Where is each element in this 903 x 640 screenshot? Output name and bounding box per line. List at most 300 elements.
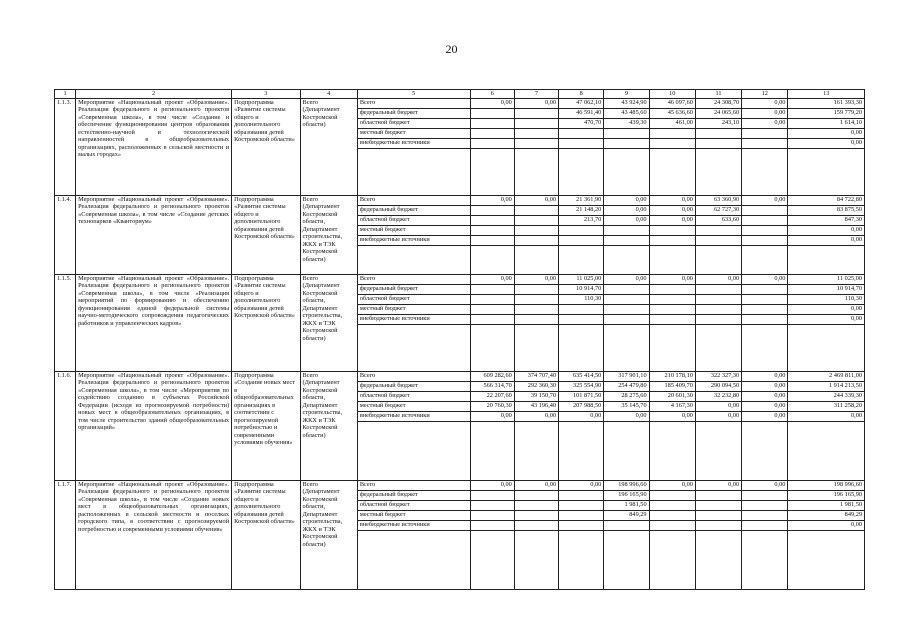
funding-value: 633,60 [695,215,741,225]
funding-value: 0,00 [559,480,604,490]
empty-cell [649,324,695,371]
empty-cell [788,245,865,274]
funding-value: 325 554,90 [559,381,604,391]
funding-value: 0,00 [742,391,788,401]
empty-cell [604,530,649,589]
empty-cell [559,245,604,274]
column-header: 5 [357,90,470,99]
funding-source: областной бюджет [357,391,470,401]
funding-value [604,304,649,314]
funding-value [514,108,558,118]
column-header: 4 [300,90,357,99]
funding-value: 210 178,10 [649,371,695,381]
funding-value: 196 165,90 [604,490,649,500]
funding-value [649,294,695,304]
empty-cell [604,324,649,371]
item-number: 1.1.5. [55,274,76,371]
funding-value [695,138,741,148]
funding-value [470,225,514,235]
funding-value: 63 360,90 [695,195,741,205]
funding-value [649,510,695,520]
funding-value: 322 327,30 [695,371,741,381]
funding-value: 0,00 [604,195,649,205]
funding-source: Всего [357,274,470,284]
funding-source: Всего [357,98,470,108]
funding-value: 0,00 [788,138,865,148]
empty-cell [649,421,695,480]
funding-value: 0,00 [742,371,788,381]
funding-value: 0,00 [788,411,865,421]
funding-value [514,138,558,148]
funding-value: 1 614,10 [788,118,865,128]
empty-cell [357,530,470,589]
funding-value: 207 988,50 [559,401,604,411]
funding-value: 317 901,10 [604,371,649,381]
table-body [55,90,865,590]
empty-cell [604,148,649,195]
funding-value: 0,00 [788,128,865,138]
empty-cell [604,421,649,480]
funding-value [514,205,558,215]
measure-description: Мероприятие «Национальный проект «Образование». Реализация федерального и регионального проектов «Современная школа», в том числе «Мероприятия по содействию созданию в субъектах Российской Федерации (исходя из прогнозируемой потребности) новых мест в общеобразовательных организациях, в том числе строительство зданий общеобразовательных организаций» [76,371,232,480]
measure-description: Мероприятие «Национальный проект «Образование». Реализация федерального и регионального проектов «Современная школа», в том числе «Создание и обеспечение функционирования центров образования естественно-научной и технологической направленностей в общеобразовательных организациях, расположенных в сельской местности и малых городах» [76,98,232,195]
empty-cell [357,421,470,480]
funding-value [470,235,514,245]
funding-value: 46 591,40 [559,108,604,118]
funding-value [559,520,604,530]
empty-cell [788,324,865,371]
funding-value: 0,00 [604,274,649,284]
funding-value: 24 065,60 [695,108,741,118]
funding-value [742,520,788,530]
funding-value [514,225,558,235]
funding-value: 0,00 [649,215,695,225]
funding-value: 110,30 [559,294,604,304]
funding-value [649,128,695,138]
column-header: 2 [76,90,232,99]
funding-value: 0,00 [788,235,865,245]
empty-cell [742,421,788,480]
funding-source: местный бюджет [357,510,470,520]
funding-value: 0,00 [788,314,865,324]
funding-value [742,205,788,215]
empty-cell [695,421,741,480]
empty-cell [559,421,604,480]
empty-cell [559,530,604,589]
funding-value: 0,00 [788,304,865,314]
funding-value [514,304,558,314]
funding-source: Всего [357,371,470,381]
empty-cell [357,148,470,195]
funding-value: 28 275,60 [604,391,649,401]
empty-cell [470,245,514,274]
funding-value [649,520,695,530]
empty-cell [788,530,865,589]
funding-value [470,138,514,148]
funding-value: 0,00 [514,411,558,421]
funding-value: 45 636,60 [649,108,695,118]
table-row [55,195,865,205]
funding-value [559,225,604,235]
column-header: 12 [742,90,788,99]
funding-value: 461,00 [649,118,695,128]
funding-source: внебюджетные источники [357,411,470,421]
funding-value: 0,00 [470,98,514,108]
funding-value [695,128,741,138]
funding-value: 35 145,70 [604,401,649,411]
executor-name: Всего (Департамент Костромской области) [300,98,357,195]
funding-value [559,304,604,314]
funding-value [649,500,695,510]
funding-value [514,118,558,128]
funding-value [470,304,514,314]
empty-cell [695,530,741,589]
empty-cell [742,245,788,274]
funding-value [470,510,514,520]
funding-value [649,235,695,245]
funding-value: 566 314,70 [470,381,514,391]
table-row [55,274,865,284]
funding-value: 0,00 [742,108,788,118]
empty-cell [559,148,604,195]
funding-value: 292 360,30 [514,381,558,391]
funding-value [695,510,741,520]
column-header: 9 [604,90,649,99]
funding-value [604,128,649,138]
funding-value [559,490,604,500]
funding-value: 21 361,90 [559,195,604,205]
funding-value: 32 232,80 [695,391,741,401]
funding-value: 0,00 [514,195,558,205]
empty-cell [470,148,514,195]
funding-value [604,294,649,304]
funding-value: 0,00 [604,411,649,421]
empty-cell [357,324,470,371]
column-number-row [55,90,865,99]
funding-value: 24 308,70 [695,98,741,108]
funding-value [514,284,558,294]
funding-value: 290 094,50 [695,381,741,391]
funding-source: федеральный бюджет [357,205,470,215]
funding-value [695,314,741,324]
funding-value: 4 167,30 [649,401,695,411]
funding-value: 849,29 [604,510,649,520]
funding-value: 0,00 [742,195,788,205]
subprogram-name: Подпрограмма «Развитие системы общего и дополнительного образования детей Костромской области» [232,480,300,589]
funding-value: 11 025,00 [559,274,604,284]
empty-cell [514,421,558,480]
funding-source: федеральный бюджет [357,108,470,118]
funding-source: внебюджетные источники [357,314,470,324]
funding-value [649,284,695,294]
funding-value: 198 996,60 [604,480,649,490]
funding-value [470,500,514,510]
empty-cell [649,245,695,274]
empty-cell [514,530,558,589]
funding-value: 244 339,30 [788,391,865,401]
funding-value: 254 479,80 [604,381,649,391]
funding-source: местный бюджет [357,304,470,314]
funding-value: 0,00 [695,401,741,411]
funding-value: 20 601,30 [649,391,695,401]
funding-value: 101 871,50 [559,391,604,401]
funding-value: 0,00 [695,411,741,421]
funding-value: 84 722,80 [788,195,865,205]
funding-value [695,294,741,304]
empty-cell [514,245,558,274]
column-header: 6 [470,90,514,99]
funding-value [559,500,604,510]
column-header: 3 [232,90,300,99]
funding-value: 849,29 [788,510,865,520]
column-header: 10 [649,90,695,99]
funding-value: 0,00 [742,98,788,108]
funding-source: Всего [357,480,470,490]
item-number: 1.1.7. [55,480,76,589]
funding-value: 1 981,50 [604,500,649,510]
funding-value: 43 924,90 [604,98,649,108]
funding-value: 0,00 [470,274,514,284]
subprogram-name: Подпрограмма «Создание новых мест в общеобразовательных организациях в соответствии с прогнозируемой потребностью и современными условиями обучения» [232,371,300,480]
funding-value: 0,00 [470,195,514,205]
funding-value [514,500,558,510]
table-row [55,98,865,108]
page-number: 20 [445,42,458,56]
empty-cell [470,530,514,589]
funding-value: 609 282,60 [470,371,514,381]
funding-value [649,225,695,235]
funding-value: 2 469 811,00 [788,371,865,381]
empty-cell [559,324,604,371]
funding-value [470,108,514,118]
funding-value [742,235,788,245]
funding-value: 0,00 [649,205,695,215]
funding-value [742,490,788,500]
funding-source: местный бюджет [357,128,470,138]
funding-value: 21 148,20 [559,205,604,215]
funding-value [514,294,558,304]
funding-value: 0,00 [604,215,649,225]
funding-value: 0,00 [695,274,741,284]
funding-value [695,500,741,510]
funding-value: 0,00 [788,225,865,235]
funding-value: 0,00 [514,98,558,108]
executor-name: Всего (Департамент Костромской области, Департамент строительства, ЖКХ и ТЭК Костромской области) [300,274,357,371]
funding-value: 0,00 [742,480,788,490]
executor-name: Всего (Департамент Костромской области, Департамент строительства, ЖКХ и ТЭК Костромской области) [300,371,357,480]
funding-value [742,314,788,324]
funding-value [695,225,741,235]
funding-value [695,235,741,245]
funding-source: внебюджетные источники [357,235,470,245]
funding-value: 11 025,00 [788,274,865,284]
item-number: 1.1.3. [55,98,76,195]
funding-value: 0,00 [514,274,558,284]
funding-value: 0,00 [742,274,788,284]
funding-value [514,510,558,520]
funding-value [514,215,558,225]
funding-value: 0,00 [649,480,695,490]
funding-value: 0,00 [788,520,865,530]
funding-value [604,314,649,324]
executor-name: Всего (Департамент Костромской области, Департамент строительства, ЖКХ и ТЭК Костромской области) [300,195,357,274]
funding-value [604,138,649,148]
funding-value: 1 914 213,50 [788,381,865,391]
funding-source: федеральный бюджет [357,381,470,391]
funding-value [514,490,558,500]
funding-source: внебюджетные источники [357,520,470,530]
funding-value [742,215,788,225]
empty-cell [470,421,514,480]
funding-value: 0,00 [649,411,695,421]
funding-value: 43 196,40 [514,401,558,411]
funding-value: 46 097,60 [649,98,695,108]
funding-value: 0,00 [470,411,514,421]
funding-value: 0,00 [742,401,788,411]
funding-value: 198 996,60 [788,480,865,490]
empty-cell [514,324,558,371]
funding-table [54,89,865,590]
funding-value: 185 409,70 [649,381,695,391]
funding-value: 1 981,50 [788,500,865,510]
measure-description: Мероприятие «Национальный проект «Образование». Реализация федерального и регионального проектов «Современная школа», в том числе «Создание новых мест в общеобразовательных организациях, расположенных в сельской местности и поселках городского типа, в соответствии с прогнозируемой потребностью и современными условиями обучения» [76,480,232,589]
funding-value [742,128,788,138]
subprogram-name: Подпрограмма «Развитие системы общего и дополнительного образования детей Костромской области» [232,274,300,371]
funding-value: 311 258,20 [788,401,865,411]
funding-value: 635 414,50 [559,371,604,381]
funding-value: 0,00 [742,381,788,391]
funding-source: федеральный бюджет [357,490,470,500]
funding-value [470,128,514,138]
funding-value [559,510,604,520]
funding-value [514,520,558,530]
funding-source: внебюджетные источники [357,138,470,148]
funding-value [604,284,649,294]
funding-value [742,500,788,510]
funding-value [649,490,695,500]
funding-value [604,225,649,235]
table-row [55,371,865,381]
funding-value [559,314,604,324]
funding-value [470,314,514,324]
empty-cell [742,324,788,371]
empty-cell [695,148,741,195]
funding-value: 374 707,40 [514,371,558,381]
funding-value: 847,30 [788,215,865,225]
funding-value [559,128,604,138]
subprogram-name: Подпрограмма «Развитие системы общего и дополнительного образования детей Костромской области» [232,98,300,195]
funding-value [649,138,695,148]
column-header: 11 [695,90,741,99]
empty-cell [604,245,649,274]
funding-source: областной бюджет [357,500,470,510]
funding-value [559,235,604,245]
empty-cell [742,148,788,195]
funding-value [470,205,514,215]
funding-source: областной бюджет [357,215,470,225]
funding-value [742,138,788,148]
column-header: 8 [559,90,604,99]
funding-value: 0,00 [514,480,558,490]
funding-source: местный бюджет [357,225,470,235]
funding-source: федеральный бюджет [357,284,470,294]
funding-value [470,490,514,500]
funding-value [559,138,604,148]
funding-value [695,490,741,500]
funding-value: 470,70 [559,118,604,128]
funding-value: 159 779,20 [788,108,865,118]
funding-value [649,314,695,324]
funding-value [742,284,788,294]
measure-description: Мероприятие «Национальный проект «Образование». Реализация федерального и регионального проектов «Современная школа», в том числе «Реализация мероприятий по формированию и обеспечению функционирования единой федеральной системы научно-методического сопровождения педагогических работников и управленческих кадров» [76,274,232,371]
funding-value [514,314,558,324]
measure-description: Мероприятие «Национальный проект «Образование». Реализация федерального и регионального проектов «Современная школа», в том числе «Создание детских технопарков «Кванториум» [76,195,232,274]
funding-value: 0,00 [695,480,741,490]
funding-value [742,510,788,520]
funding-value: 10 914,70 [788,284,865,294]
empty-cell [470,324,514,371]
funding-value: 0,00 [742,118,788,128]
funding-value: 110,30 [788,294,865,304]
executor-name: Всего (Департамент Костромской области, Департамент строительства, ЖКХ и ТЭК Костромской области) [300,480,357,589]
funding-value [742,294,788,304]
funding-value [604,235,649,245]
funding-value [742,304,788,314]
funding-value: 439,30 [604,118,649,128]
item-number: 1.1.6. [55,371,76,480]
empty-cell [788,148,865,195]
funding-value: 243,10 [695,118,741,128]
empty-cell [649,148,695,195]
column-header: 7 [514,90,558,99]
empty-cell [514,148,558,195]
funding-source: областной бюджет [357,294,470,304]
funding-value: 43 485,60 [604,108,649,118]
funding-value: 83 875,50 [788,205,865,215]
table-row [55,480,865,490]
funding-source: Всего [357,195,470,205]
funding-source: областной бюджет [357,118,470,128]
funding-value: 39 150,70 [514,391,558,401]
funding-value: 0,00 [604,205,649,215]
column-header: 13 [788,90,865,99]
funding-value: 0,00 [742,411,788,421]
funding-value [604,520,649,530]
funding-value [470,520,514,530]
funding-value [649,304,695,314]
column-header: 1 [55,90,76,99]
funding-value: 0,00 [649,195,695,205]
funding-value: 0,00 [559,411,604,421]
funding-value: 62 727,30 [695,205,741,215]
empty-cell [357,245,470,274]
funding-value: 22 207,60 [470,391,514,401]
funding-value [470,294,514,304]
funding-value [514,235,558,245]
funding-value: 213,70 [559,215,604,225]
funding-value [470,284,514,294]
empty-cell [742,530,788,589]
empty-cell [649,530,695,589]
funding-value: 47 062,10 [559,98,604,108]
item-number: 1.1.4. [55,195,76,274]
funding-value [514,128,558,138]
funding-value: 20 760,30 [470,401,514,411]
empty-cell [695,324,741,371]
funding-source: местный бюджет [357,401,470,411]
funding-value: 0,00 [649,274,695,284]
funding-value: 161 393,30 [788,98,865,108]
